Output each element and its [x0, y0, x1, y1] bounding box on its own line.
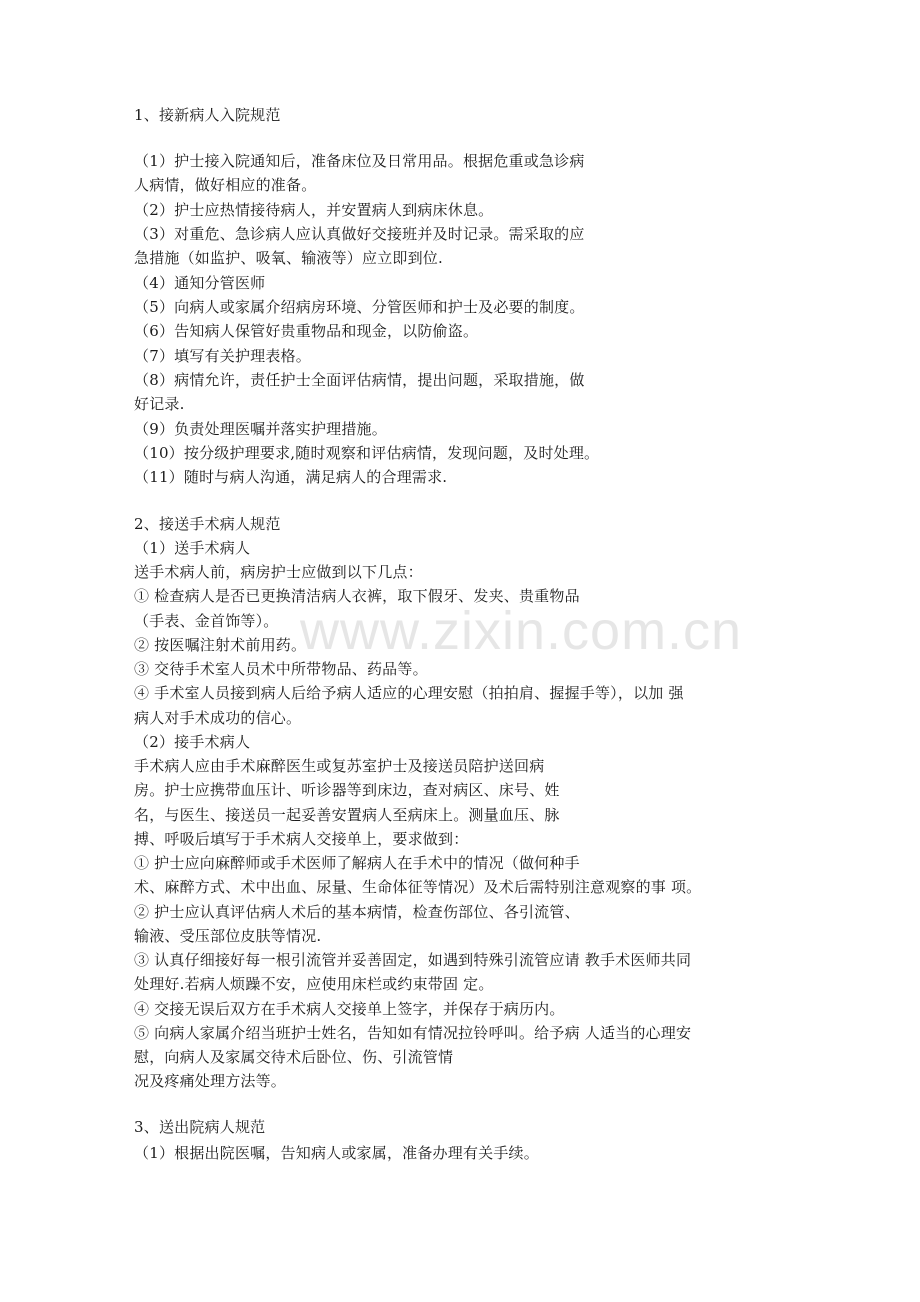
paragraph-line: （6）告知病人保管好贵重物品和现金，以防偷盗。 — [134, 322, 479, 340]
paragraph-line: 术、麻醉方式、术中出血、尿量、生命体征等情况）及术后需特别注意观察的事 项。 — [134, 878, 702, 896]
paragraph-line: （8）病情允许，责任护士全面评估病情，提出问题，采取措施，做 — [134, 371, 585, 389]
paragraph-line: （1）根据出院医嘱，告知病人或家属，准备办理有关手续。 — [134, 1144, 539, 1162]
paragraph-line: 病人对手术成功的信心。 — [134, 709, 302, 727]
paragraph-line: ④ 交接无误后双方在手术病人交接单上签字，并保存于病历内。 — [134, 1000, 565, 1018]
paragraph-line: （1）护士接入院通知后，准备床位及日常用品。根据危重或急诊病 — [134, 152, 585, 170]
paragraph-line: 况及疼痛处理方法等。 — [134, 1072, 287, 1090]
paragraph-line: （4）通知分管医师 — [134, 274, 266, 292]
paragraph-line: ① 检查病人是否已更换清洁病人衣裤，取下假牙、发夹、贵重物品 — [134, 587, 580, 605]
paragraph-line: （2）护士应热情接待病人，并安置病人到病床休息。 — [134, 201, 494, 219]
paragraph-line: （3）对重危、急诊病人应认真做好交接班并及时记录。需采取的应 — [134, 225, 585, 243]
paragraph-line: （10）按分级护理要求,随时观察和评估病情，发现问题，及时处理。 — [134, 444, 600, 462]
section-heading: 1、接新病人入院规范 — [134, 106, 281, 124]
paragraph-line: 搏、呼吸后填写于手术病人交接单上，要求做到： — [134, 830, 469, 848]
section-heading: 2、接送手术病人规范 — [134, 515, 281, 533]
paragraph-line: （手表、金首饰等）。 — [134, 612, 279, 630]
paragraph-line: （5）向病人或家属介绍病房环境、分管医师和护士及必要的制度。 — [134, 298, 585, 316]
section-heading: 3、送出院病人规范 — [134, 1118, 266, 1136]
paragraph-line: （11）随时与病人沟通，满足病人的合理需求. — [134, 468, 448, 486]
paragraph-line: ④ 手术室人员接到病人后给予病人适应的心理安慰（拍拍肩、握握手等），以加 强 — [134, 684, 684, 702]
paragraph-line: 送手术病人前，病房护士应做到以下几点： — [134, 563, 423, 581]
paragraph-line: 急措施（如监护、吸氧、输液等）应立即到位. — [134, 249, 443, 267]
paragraph-line: ② 按医嘱注射术前用药。 — [134, 636, 307, 654]
paragraph-line: 手术病人应由手术麻醉医生或复苏室护士及接送员陪护送回病 — [134, 757, 545, 775]
paragraph-line: ③ 交待手术室人员术中所带物品、药品等。 — [134, 660, 428, 678]
paragraph-line: 人病情，做好相应的准备。 — [134, 176, 317, 194]
paragraph-line: 名，与医生、接送员一起妥善安置病人至病床上。测量血压、脉 — [134, 806, 560, 824]
paragraph-line: （9）负责处理医嘱并落实护理措施。 — [134, 420, 387, 438]
paragraph-line: 处理好.若病人烦躁不安，应使用床栏或约束带固 定。 — [134, 975, 494, 993]
paragraph-line: 慰，向病人及家属交待术后卧位、伤、引流管情 — [134, 1048, 454, 1066]
paragraph-line: 房。护士应携带血压计、听诊器等到床边，查对病区、床号、姓 — [134, 781, 560, 799]
paragraph-line: （2）接手术病人 — [134, 733, 251, 751]
paragraph-line: ⑤ 向病人家属介绍当班护士姓名，告知如有情况拉铃呼叫。给予病 人适当的心理安 — [134, 1024, 692, 1042]
paragraph-line: （7）填写有关护理表格。 — [134, 347, 311, 365]
paragraph-line: （1）送手术病人 — [134, 539, 251, 557]
paragraph-line: ③ 认真仔细接好每一根引流管并妥善固定，如遇到特殊引流管应请 教手术医师共同 — [134, 951, 692, 969]
paragraph-line: 输液、受压部位皮肤等情况. — [134, 927, 322, 945]
paragraph-line: ① 护士应向麻醉师或手术医师了解病人在手术中的情况（做何种手 — [134, 854, 580, 872]
paragraph-line: 好记录. — [134, 395, 185, 413]
watermark: www.zixin.com.cn — [300, 601, 743, 661]
paragraph-line: ② 护士应认真评估病人术后的基本病情，检查伤部位、各引流管、 — [134, 903, 580, 921]
